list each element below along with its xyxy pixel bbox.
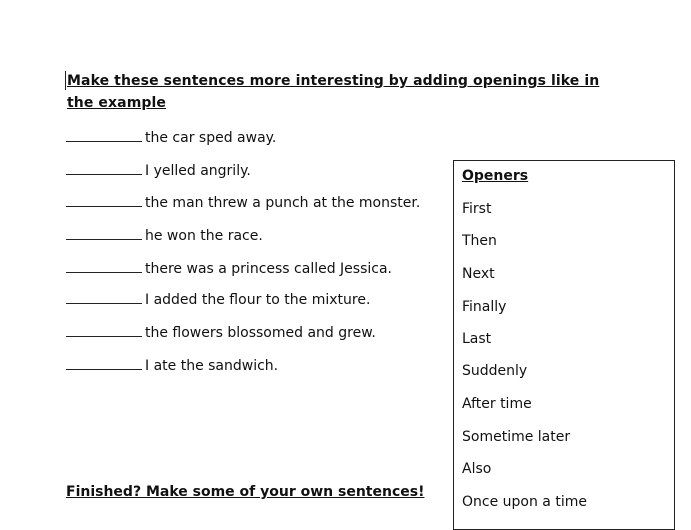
blank-line[interactable] xyxy=(66,322,142,337)
sentence-line-2 xyxy=(66,160,251,180)
sentence-text: he won the race. xyxy=(145,228,263,244)
sentence-text: I added the flour to the mixture. xyxy=(145,292,371,308)
sentence-line-7 xyxy=(66,322,376,342)
blank-line[interactable] xyxy=(66,225,142,240)
opener-item: Last xyxy=(462,331,492,347)
blank-line[interactable] xyxy=(66,160,142,175)
text-cursor xyxy=(65,71,66,90)
instruction-heading: Make these sentences more interesting by adding openings like in the example xyxy=(67,73,600,111)
blank-line[interactable] xyxy=(66,192,142,207)
sentence-text: the flowers blossomed and grew. xyxy=(145,325,376,341)
sentence-text: the car sped away. xyxy=(145,130,277,146)
openers-box xyxy=(453,160,675,530)
opener-item: Then xyxy=(462,233,497,249)
sentence-line-4 xyxy=(66,225,263,245)
opener-item: Also xyxy=(462,461,492,477)
opener-item: Suddenly xyxy=(462,363,528,379)
blank-line[interactable] xyxy=(66,127,142,142)
sentence-text: the man threw a punch at the monster. xyxy=(145,195,421,211)
sentence-line-6 xyxy=(66,289,370,309)
opener-item: Sometime later xyxy=(462,429,571,445)
sentence-line-5 xyxy=(66,258,392,278)
opener-item: First xyxy=(462,201,492,217)
blank-line[interactable] xyxy=(66,289,142,304)
opener-item: Next xyxy=(462,266,495,282)
sentence-line-1 xyxy=(66,127,276,147)
sentence-text: there was a princess called Jessica. xyxy=(145,261,392,277)
sentence-text: I yelled angrily. xyxy=(145,163,251,179)
sentence-line-3 xyxy=(66,192,420,212)
finished-prompt: Finished? Make some of your own sentences! xyxy=(66,484,425,500)
opener-item: Finally xyxy=(462,299,507,315)
opener-item: After time xyxy=(462,396,532,412)
sentence-text: I ate the sandwich. xyxy=(145,358,279,374)
sentence-line-8 xyxy=(66,355,278,375)
blank-line[interactable] xyxy=(66,355,142,370)
blank-line[interactable] xyxy=(66,258,142,273)
openers-title: Openers xyxy=(462,168,529,184)
opener-item: Once upon a time xyxy=(462,494,587,510)
